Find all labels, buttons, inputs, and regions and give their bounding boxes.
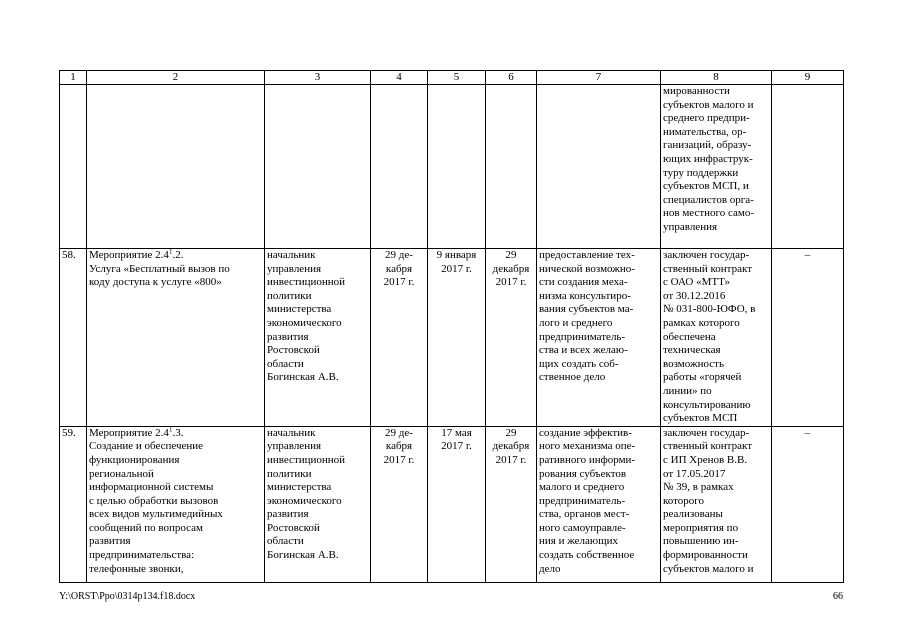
status-continuation: мированности субъектов малого и среднего предпри- нимательства, ор- ганизаций, образу- ющих инфраструк- туру поддержки субъектов МСП, и специалистов орга- нов местного само- управления <box>661 85 772 249</box>
event-text: .2. Услуга «Бесплатный вызов по коду доступа к услуге «800» <box>89 249 230 289</box>
event-superscript: 1 <box>168 248 173 256</box>
table-row <box>60 426 844 582</box>
cell-empty <box>772 85 844 249</box>
end-date: 29 декабря 2017 г. <box>486 426 537 582</box>
event-prefix: Мероприятие 2.4 <box>89 426 169 439</box>
footer-file-path: Y:\ORST\Ppo\0314p134.f18.docx <box>59 591 196 602</box>
note: – <box>772 249 844 427</box>
cell-empty <box>428 85 486 249</box>
deadline-date: 29 де- кабря 2017 г. <box>371 249 428 427</box>
events-table <box>59 70 844 583</box>
column-number-3: 3 <box>265 71 371 85</box>
event-description <box>87 426 265 582</box>
start-date: 9 января 2017 г. <box>428 249 486 427</box>
responsible-person: начальник управления инвестиционной политики министерства экономического развития Ростовской области Богинская А.В. <box>265 426 371 582</box>
event-text: .3. Создание и обеспечение функционирования региональной информационной системы с целью обработки вызовов всех видов мультимедийных сообщений по вопросам развития предпринимательства: телефонные звонки, <box>89 426 223 575</box>
event-prefix: Мероприятие 2.4 <box>89 249 169 261</box>
column-number-6: 6 <box>486 71 537 85</box>
column-number-4: 4 <box>371 71 428 85</box>
cell-empty <box>371 85 428 249</box>
event-description <box>87 249 265 427</box>
cell-empty <box>87 85 265 249</box>
column-number-9: 9 <box>772 71 844 85</box>
expected-result: предоставление тех- нической возможно- сти создания меха- низма консультиро- вания субъектов ма- лого и среднего предприниматель- ства и всех желаю- щих создать соб- ственное дело <box>537 249 661 427</box>
cell-empty <box>265 85 371 249</box>
column-number-2: 2 <box>87 71 265 85</box>
cell-empty <box>60 85 87 249</box>
row-number: 58. <box>60 249 87 427</box>
note: – <box>772 426 844 582</box>
cell-empty <box>486 85 537 249</box>
deadline-date: 29 де- кабря 2017 г. <box>371 426 428 582</box>
start-date: 17 мая 2017 г. <box>428 426 486 582</box>
column-number-1: 1 <box>60 71 87 85</box>
execution-status: заключен государ- ственный контракт с ОАО «МТТ» от 30.12.2016 № 031-800-ЮФО, в рамках которого обеспечена техническая возможность работы «горячей линии» по консультированию субъектов МСП <box>661 249 772 427</box>
column-number-7: 7 <box>537 71 661 85</box>
header-row <box>60 71 844 85</box>
column-number-5: 5 <box>428 71 486 85</box>
column-number-8: 8 <box>661 71 772 85</box>
responsible-person: начальник управления инвестиционной политики министерства экономического развития Ростовской области Богинская А.В. <box>265 249 371 427</box>
end-date: 29 декабря 2017 г. <box>486 249 537 427</box>
event-superscript: 1 <box>168 426 173 434</box>
page-number: 66 <box>833 591 843 602</box>
continuation-row <box>60 85 844 249</box>
expected-result: создание эффектив- ного механизма опе- ративного информи- рования субъектов малого и среднего предприниматель- ства, органов мест- ного самоуправле- ния и желающих создать собственное дело <box>537 426 661 582</box>
cell-empty <box>537 85 661 249</box>
execution-status: заключен государ- ственный контракт с ИП Хренов В.В. от 17.05.2017 № 39, в рамках которого реализованы мероприятия по повышению ин- формированности субъектов малого и <box>661 426 772 582</box>
table-row <box>60 249 844 427</box>
row-number: 59. <box>60 426 87 582</box>
